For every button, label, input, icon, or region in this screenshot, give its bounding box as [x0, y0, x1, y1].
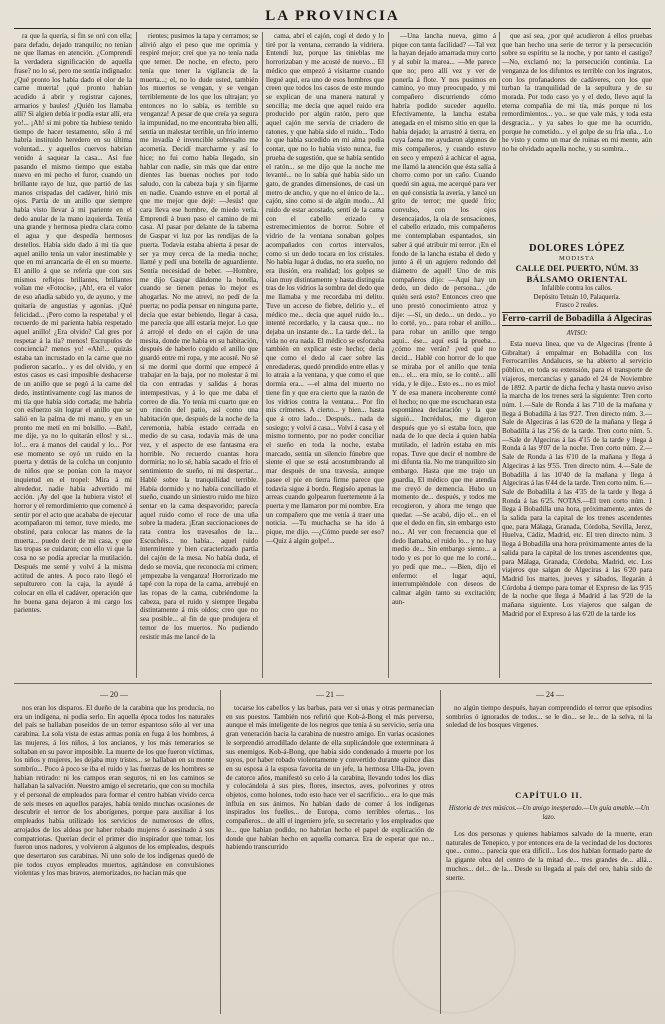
chapter-heading: CAPÍTULO II. — [515, 790, 583, 800]
page-number-right: — 24 — — [536, 690, 564, 699]
masthead — [14, 4, 651, 29]
ad-name: DOLORES LÓPEZ — [528, 243, 626, 254]
column-rule — [499, 32, 500, 678]
column-rule — [262, 32, 263, 678]
railway-subtitle: AVISO: — [566, 330, 588, 337]
column-rule — [136, 32, 137, 678]
column-3 — [266, 32, 384, 678]
railway-notice-text: Esta nueva línea, que va de Algeciras (frente á Gibraltar) á empalmar en Bobadilla con los Ferrocarriles Andaluces, se ha abierto al servicio público, en toda su extensión, para el transporte de viajeros, mercancías y ganado el 24 de Noviembre de 1892. A partir de dicha fecha y hasta nuevo aviso la marcha de los trenes será la siguiente: Tren corto núm. 1.—Sale de Ronda á las 7'10 de la mañana y llega á Bobadilla á las 9'27. Tren directo núm. 3.—Sale de Algeciras á las 6'20 de la mañana y llega á Bobadilla á las 2'56 de la tarde. Tren corto núm. 5.—Sale de Algeciras á las 4'15 de la tarde y llega á Ronda á las 9'07 de la noche. Tren corto núm. 2.—Sale de Ronda á las 6'10 de la mañana y llega á Algeciras á las 9'55. Tren directo núm. 4.—Sale de Bobadilla á las 10'40 de la mañana y llega á Algeciras á las 6'44 de la tarde. Tren corto núm. 6.—Sale de Bobadilla á las 4'35 de la tarde y llega á Ronda á las 6'25. NOTAS.—El tren corto núm. 1 llega á Bobadilla una hora, próximamente, antes de la salida para la capital de los trenes ascendentes que, para Málaga, Granada, Córdoba, Sevilla, Jerez, Huelva, Cádiz, Madrid, etc. El tren directo núm. 3 llega á Bobadilla una hora próximamente antes de la salida para la capital de los trenes ascendentes que, para Málaga, Granada, Córdoba, Madrid, etc. Los viajeros que salgan de Algeciras á las 6'20 para Madrid los martes, jueves y sábados, llegarán á Córdoba á tiempo para tomar el Expreso de las 9'35 de la noche que llega á Madrid á las 9'20 de la mañana siguiente. Los viajeros que salgan de Madrid por el Expreso á las 6'20 de la tarde los — [502, 340, 652, 618]
column-rule — [220, 690, 221, 1014]
column-1 — [14, 32, 132, 678]
bottom-column-3 — [446, 704, 652, 782]
library-watermark-icon — [392, 890, 516, 1014]
railway-notice — [502, 340, 652, 678]
ad-role: MODISTA — [558, 255, 596, 262]
section-divider — [14, 683, 652, 684]
advertisement-block — [502, 242, 652, 311]
bottom-column-2-text: tocarse los cabellos y las barbas, para ver si unas y otras permanecían en sus puestos. También nos refirió que Kob-á-Bong el más perverso, aunque el más inteligente de los negros que tenía á su servicio, sería una gran veneración hacia la carabina de nuestro amigo. En varias ocasiones le sorprendió arrodillado delante de ella suplicándole que exterminara á sus enemigos. Kob-á-Bong, que había sido condenado á muerte por los suyos, por haber robado violentamente y convertido durante quince días en su esposa á la esposa favorita de un jefe, la hermosa Ulla-Da, joven de catorce años, manifestó su celo á la carabina, llevando todos los días y colocándola á sus pies, flores, insectos, aves, polvorines y otros objetos, como holones, todo esto hace ver el sacrificio... era lo que más influía en sus ánimos. No habían dado de comer á los indígenas inspirados los fuelles... de Europa, como terribles ofertas... los compañeros... de allí el ingeniero jefe, su secretario y los empleados que le... que habían podido, no habrían hecho el papel de explicación de donde que habían hecho en aquella comarca. Era de esperar que no... habiendo transcurrido — [226, 704, 434, 852]
column-5 — [502, 32, 652, 238]
column-3-text: cama, abrí el cajón, cogí el dedo y lo tiré por la ventana, cerrando la vidriera. Entendí luz, porque las tinieblas me horrorizaban y me acosté de nuevo... El médico que empezó á visitarme cuando llegué aquí, era uno de esos hombres que creen que todos los casos de este mundo se explican de una manera natural y sencilla; me decía que aquel ruido era producido por algún ratón, pero que aquel cajón me servía de criadero de ratones, y que había sido el ruido... Todo lo que había sucedido en mi alma podía contar, que no lo había visto nunca, fue prueba de sugestión, que se había sentido el ratón... se me dijo que la noche me levanté... no lo sabía qué había sido un gato, de grandes dimensiones, de casi un metro de ancho, y que no el único de la... cajón, sino como si de algún modo... Al ruido de estar acostado, sentí de la cama con el cabello erizado y estremecimientos de horror. Sobre el vidrio de la ventana sonaban golpes acompañados con cortos intervalos, como si un dedo tocara en los cristales. No había lugar á dudas, no era sueño, no era ilusión, era realidad; los golpes se oían muy distintamente y hasta distinguía tras de los vidrios la sombra del dedo que me llamaba y me recordaba mi delito. Tuve un acceso de fiebre, delirio y... el médico me... decía que aquel ruido lo... intenté recordarlo, y la causa que... no dejaba un instante de... La tarde del... la vida no era nada. El médico se esforzaba también en explicar este hecho; decía que como el dedo al caer sobre las enredaderas, quedó prendido entre ellas y lo atraía a la ventana, y que como el que dormía era... —el alma del muerto no tiene fin y que era cierto que la razón de los vidrios contra la ventana... Por fin mis crímenes. A cierto... y bien... hasta que á otro lado... Después... nada de sosiego; y volví á casa... Volví á casa y el mismo tormento, por no poder conciliar el sueño en toda la noche, estaba marcado, sentía un silencio fúnebre que siente el que se está acostumbrando al mar después de una travesía, aunque pasee el pie en tierra firme parece que todavía sigue á bordo. Regiséo apenas la arreas cuando golpearon fuertemente á la puerta y me llamaron por mi nombre. Era un compañero que me venía á traer una noticia. —Tu muchacha se ha ido á pique, me dijo. —¿Cómo puede ser eso? —Quiz á algún golpe!... — [266, 32, 384, 545]
chapter-summary: Historia de tres músicos.—Un amigo inesperado.—Un guía amable.—Un lazo. — [448, 805, 650, 821]
bottom-column-3-continued-text: Los dos personas y quienes habíamos salvado de la muerte, eran naturales de Tenepico, y por entonces era de la vecindad de los doctores que... como... parecía que era difícil... Los dos habían formado parte de la gigante obra del centro de la mitad de... tres grandes de... allá... muchos... del... de la... Desde su llegada al país del oro, había sido de suerte. — [446, 830, 652, 882]
ad-line: Depósito Tetuán 10, Palaquería. — [533, 293, 621, 301]
column-2 — [140, 32, 258, 678]
column-4 — [392, 32, 496, 678]
newspaper-title: LA PROVINCIA — [265, 8, 400, 24]
column-1-text: ra que la quería, si fin se oró con ella; para defado, dejado tranquilo; no tenían ne que llamas en atención. ¿Comprendí la verdadera significación de aquella frase? no lo sé, pero me sentía indignado: ¿Qué pronto los había dado el olor de la carne muerta! ¡qué pronto habían acudido á abrir y registrar cajones, armarios y baules! ¿Quién los llamaba allí? Si algien debía ir podía estar allí, era yo!... ¡Ah! si mi pobre tía hubiese tenido tiempo de hacer testamento, sólo á mí habría instituido heredero en su última voluntad... y aquellos cuervos habrían venido á saquear la casa... Así fue pasando el mismo tiempo que estaba nuevo en mi pecho el furor, cuando un brillante rayo de luz, que partió de las manos crispadas del cadáver, hirió mis ojos. Partía de un anillo que siempre había visto llevar á mi pariente en el dedo anular de la mano izquierda. Tenía una grande y hermosa piedra clara como el agua y que despedía hermosos destellos. Había sido dado á mi tía que aquel anillo tenía un valor inestimable y que en mí arrancaría de él en su muerte. El anillo á que se refería que con sus mismos reflejos brillantes, brillantes volían me «Fotocis», ¡Ah!, era el valor de eso añadía sabido yo, de ayuno, y me quitaría de angustias y agonías. ¡Qué felicidad... ¡Pero como la respetaba! y el recuerdo de mi parienta había respetado aquel anillo! ¿Era olvido? Cal gres por respetar á la tía? menos! Escrupulos de conciencia? menos yo! «Ahí!... quizás estaba tan incrustado en la carne que no pudieron sacarlo... y es del olvido, y en estos casos es casi imposible deshacerse de un anillo que se pegó á la carne del dedo, instintivamente cogí las manos de mi tía que había sido cortada; me habría con esfuerzo sin lograr el anillo que se salió en la palma de mi mano, y en un pronto me metí en mi bolsillo. —Bah!, me dije, ya no lo quitarán ellos! y si... lo!... era á manos del caudal y lo... Por ese momento se oyó un ruido en la puerta y detrás de la colcha un conjunto de niños que se ponían con la mayor inquietud en el tropel: Mira á mi alrededor, nadie había advertido mi acción. ¡Ay del que la hubiera visto! el horror y el remordimiento que comencé á sentir por el acto que acababa de ejecutar acompañaron mi temor, tuve miedo, me obstiné, para colocar las manos de la muerta... puedo decir de mi casa, y que las tropas se cuidaron; con ello vi que la cosa no se podía apreciar la mutilación. Después me senté y volví á la misma actitud de antes. A poco rato llegó el sepulturero con la caja, la ayudé á colocar en ella el cadáver, operación que he buena gana dejaron á mi cargo los parientes. — [14, 32, 132, 615]
ad-street: CALLE DEL PUERTO, NÚM. 33 — [515, 263, 639, 273]
ad-line: Frasco 2 reales. — [555, 302, 599, 309]
page-number-center: — 21 — — [316, 690, 344, 699]
bottom-column-1 — [14, 704, 214, 1014]
bottom-column-1-text: nos eran los disparos. El dueño de la carabina que los producía, no era un indígena, ni podía serlo. En aquella época todos los naturales del país se hallaban poseídos de un terror espantoso sólo al ver una carabina. La sola vista de estas armas ponía en fuga á los hombres, á las mujeres, á los niños, á los ancianos, y los más temerarios se soltaban en su pavor imposible. La muerte de los que fueron víctimas, los niños y mujeres, les dejaba muy tristes... se hallaban en su monte sombrío... Poco á poco se iba el ruido y las fuerzas de los hombres se habían retirado: ni los campos eran seguros, ni en los caminos se hallaban la salvación. Nuestro amigo el secretario, que con su mochila y el personal de empleados para formar el centro habían vivido cerca de seis meses en aquellos parajes, había tenido muchas ocasiones de descubrir el terror de los aborígenes, porque para auxiliar á los empleados había utilizado los servicios de numerosos de ellos, arrojados de los aldeas por haber robado mujeres ó asesinado á sus compatriotas. Querían decir el primer dio inspirador que tomar, los fueron unos nadores, y volvieron á algunos de los empleados, después que desertaron sus carabinas. Ni uno solo de los indígenas quedó de pie todos cuyos empleados muertos, agitándose en convulsiones violentas y los mas bravos, atemorizados, no hacían más que — [14, 704, 214, 878]
column-4-text: —Una lancha nueva, gimo á pique con tanta facilidad? —Tal vez la hayan dejado amarrada muy corto y al subir la marea... —Me parece que no; pero allí vez y ver de ponerla á flote. Y nos pusimos en camino, yo muy preocupado, y mi compañero discurriendo cómo habría podido suceder aquello. Efectivamente, la lancha estaba anegada en el mismo sitio en que la había dejado; la arrastré á tierra, en cuya faena me ayudaron algunos de mis compañeros, y cuando estuvo en seco y empezó á achicar el agua, me llamó la atención que ésta salía á chorro como por un caño. Cuando quedó sin agua, me acerqué para ver en qué consistía la avería, y lancé un grito de terror; me quedé frío; convulso, con los ojos desencajados, la ola de sensaciones, el cabello erizado, mis compañeros me contemplaban espantados, sin saber á qué atribuir mi terror. ¡En el fondo de la lancha estaba el dedo y junto á él un agujero redondo del diámetro de aquél! Uno de mis compañeros dijo: —Aquí hay un dedo, un dedo de persona... ¿de quién será esto? Entonces creo que uno prestó conocimiento atroz y dije: —Sí, un dedo... un dedo... yo lo corté, yo... para robar el anillo... para robar un anillo que tengo aquí... ése... aquí está la prueba... ¿cómo me verán? ¡ved qué no decid... Hablé con horror de lo que se miraba por el anillo que tenía en... el... era mío, se lo conté... allí vida, y le dije... Esto es... no es mío! Y de esa manera incoherente conté el hecho; no que me escucharan esta espontánea declaración y la que siguió... Incrédulos, me digeron después que yo sí estaba loco, que nada de lo que decía á quien había mutilado, el ladrón estaba en mis ropas. Tuve que decir el nombre de mi difunta tía. No me tranquilizo sin embargo. Hasta que me trajo un guardia, El médico que me atendía me creyó de demencia. Hubo un momento de... después, y todos me recogieron, y ahora me tengo que quedar. —Se acabó, dijo el... en el que el dedo en fin, sin embargo esto no... Al ver con frecuencia que el dedo llamaba, el ruido lo... y no hay medio de... Sin embargo siento... a todo y es por lo que me lo corté... yo pedí que me... —Bien, dijo el enfermo: el lugar aquí, interrumpiéndole con deseos de calmar algún tanto su excitación; aun- — [392, 32, 496, 606]
railway-title: Ferro-carril de Bobadilla á Algeciras — [502, 314, 652, 324]
bottom-column-3-text: no algún tiempo después, hayan comprendido el terror que episodios sombríos ó ignorados de todos... se le dio... se le... de la selva, ni la soledad de los bosques vírgenes. — [446, 704, 652, 730]
ad-line: Infalible contra los callos. — [541, 285, 613, 292]
ad-product: BÁLSAMO ORIENTAL — [526, 274, 628, 284]
column-5-text: que así sea, ¿por qué acudieron á ellos pruebas que han hecho una serie de terror y la persecución sobre su espíritu se la noche, y por tanto el castigo? —No, exclamó no; la persecución continúa. La venganza de los difuntos es terrible con los ingratos, con los profanadores de cadáveres, con los que turban la tranquilidad de la sepultura y de su morada. Por todo caso yo y el dedo, llevo aquí la eterna compañía de mi tía, más porque ni los remordimientos... yo... se que vale más, y toda esta desgracia... y ya sabes lo que me ha ocurrido, porque he cometido... y el golpe de su fría uña... Lo he visto y como un mar de ruinas en mi mente, aún no he olvidado aquella noche, y su sombra... — [502, 32, 652, 154]
page-number-left: — 20 — — [100, 690, 128, 699]
column-2-text: rientes; pusimos la tapa y cerramos; se alivió algo el peso que me oprimía y respiré mejor; creí que ya no tenía nada que temer. De noche, en efecto, pero tenía que tener la vigilancia de la muerta...; el, no lo dude usted, también los muertos se vengan, y se vengan terriblemente de los que los ultrajan; yo entonces no lo sabía, es terrible su venganza! A pesar de que creía ya segura la impunidad, no me encontraba bien allí, sentía un malestar terrible, un frío interno me invadía é invencible sobresalto me acometía. Decidí marcharme y así lo hice; no fui como había llegado, sin hablar con nadie, sin más que dar entre dientes las buenas noches por todo saludo, con la cabeza baja y sin fijarme en nadie. Cuando estuve en el portal al que me mejor que dejé: —Jesús! que cara lleva ese hombre, de miedo verla. Emprendí á buen paso el camino de mi casa. Al pasar por delante de la taberna de Gaspar vi luz por las rendijas de la puerta. Todavía estaba abierta á pesar de ser ya muy cerca de la media noche; llamé y pedí una botella de aguardiente. Sentía necesidad de beber. —Hombre, me dijo Gaspar dándome la botella, cuando se tienen penas lo mejor es ahogarlas. No me atreví, no pedí de la puerta; no podía pensar en ninguna parte, decía que estar bebiendo, llegar á casa, me parecía que allí estaría mejor. Lo que á arrojé el dedo en el cajón de una mesita, donde me había en su habitación, después de haberlo cogido el anillo que guardó entre mi ropa, y me acosté. No sé si me dormí que dormí que empecé á trabajar en la baja, por no molestar á mi tía con entradas y salidas á horas intempestivas, y á lo que me daba el correo de día. Yo tenía mi cuarto que en un rincón del patio, así como una habitación que, después de la noche de la ceremonia, había estado cerrada en medio de su casa, todavía más de una vez, y el aspecto de ese fantasma era horrible. No recuerdo cuantas hora dormiría; no lo sé, había sacado el frío el sentimiento de sueño, ni mi despertar... Hablé sobre la tranquilidad terrible. Había dormido y no había conciliado el sueño, cuando un siniestro ruido me hizo sentar en la cama despavorido; parecía aquel ruido como el roce de una uña sobre la madera. ¡Eran succionaciones de rata contra los travesaños de la... Escuchéis... no había... aquel ruido intermitente y bien caracterizado partía del cajón de la mesa. No había duda, el dedo se movía, que reconocía mi crimen; ¡empezaba la venganza! Horrorizado me tapé con la ropa de la cama, arrebujé en las ropas de la cama, cubriéndome la cabeza, para el ruido y siempre llegaba distintamente á mis oídos; creo que no sea posible... al fin de que produjera el temor de los muertos. No pudiendo resistir más me lancé de la — [140, 32, 258, 641]
column-rule — [388, 32, 389, 678]
